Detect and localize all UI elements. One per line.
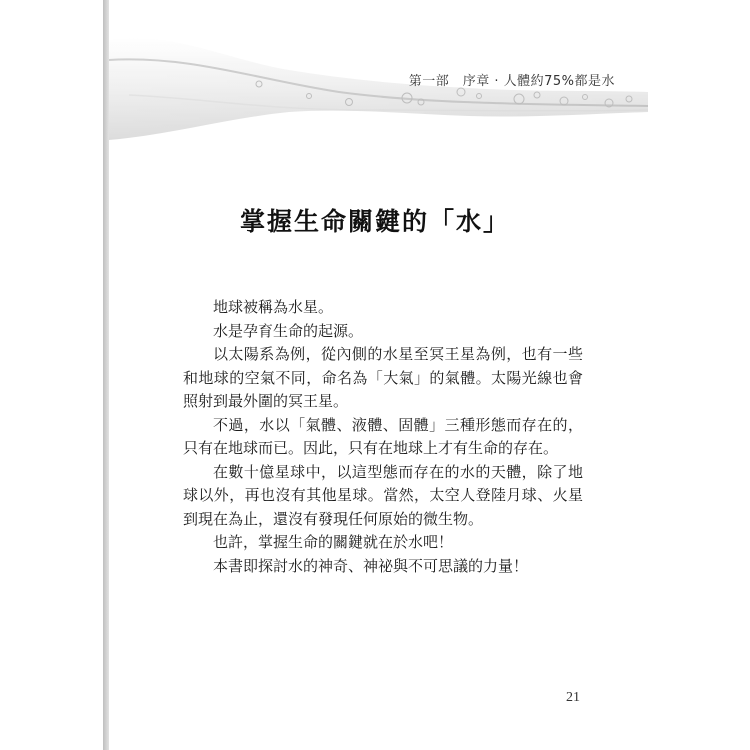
paragraph: 在數十億星球中，以這型態而存在的水的天體，除了地球以外，再也沒有其他星球。當然，太空人登陸月球、火星到現在為止，還沒有發現任何原始的微生物。 (183, 462, 583, 528)
paragraph: 也許，掌握生命的關鍵就在於水吧！ (213, 533, 454, 551)
body-text (183, 296, 583, 578)
paragraph: 本書即探討水的神奇、神祕與不可思議的力量！ (213, 556, 529, 575)
paragraph: 地球被稱為水星。 (213, 298, 334, 316)
chapter-title: 掌握生命關鍵的「水」 (239, 207, 510, 236)
running-head: 第一部 序章 · 人體約75%都是水 (408, 74, 615, 89)
paragraph: 不過，水以「氣體、液體、固體」三種形態而存在的，只有在地球而已。因此，只有在地球上才有生命的存在。 (183, 415, 583, 457)
page-number: 21 (566, 690, 580, 705)
paragraph: 水是孕育生命的起源。 (213, 321, 364, 340)
paragraph: 以太陽系為例，從內側的水星至冥王星為例，也有一些和地球的空氣不同，命名為「大氣」的氣體。太陽光線也會照射到最外圍的冥王星。 (183, 345, 583, 410)
